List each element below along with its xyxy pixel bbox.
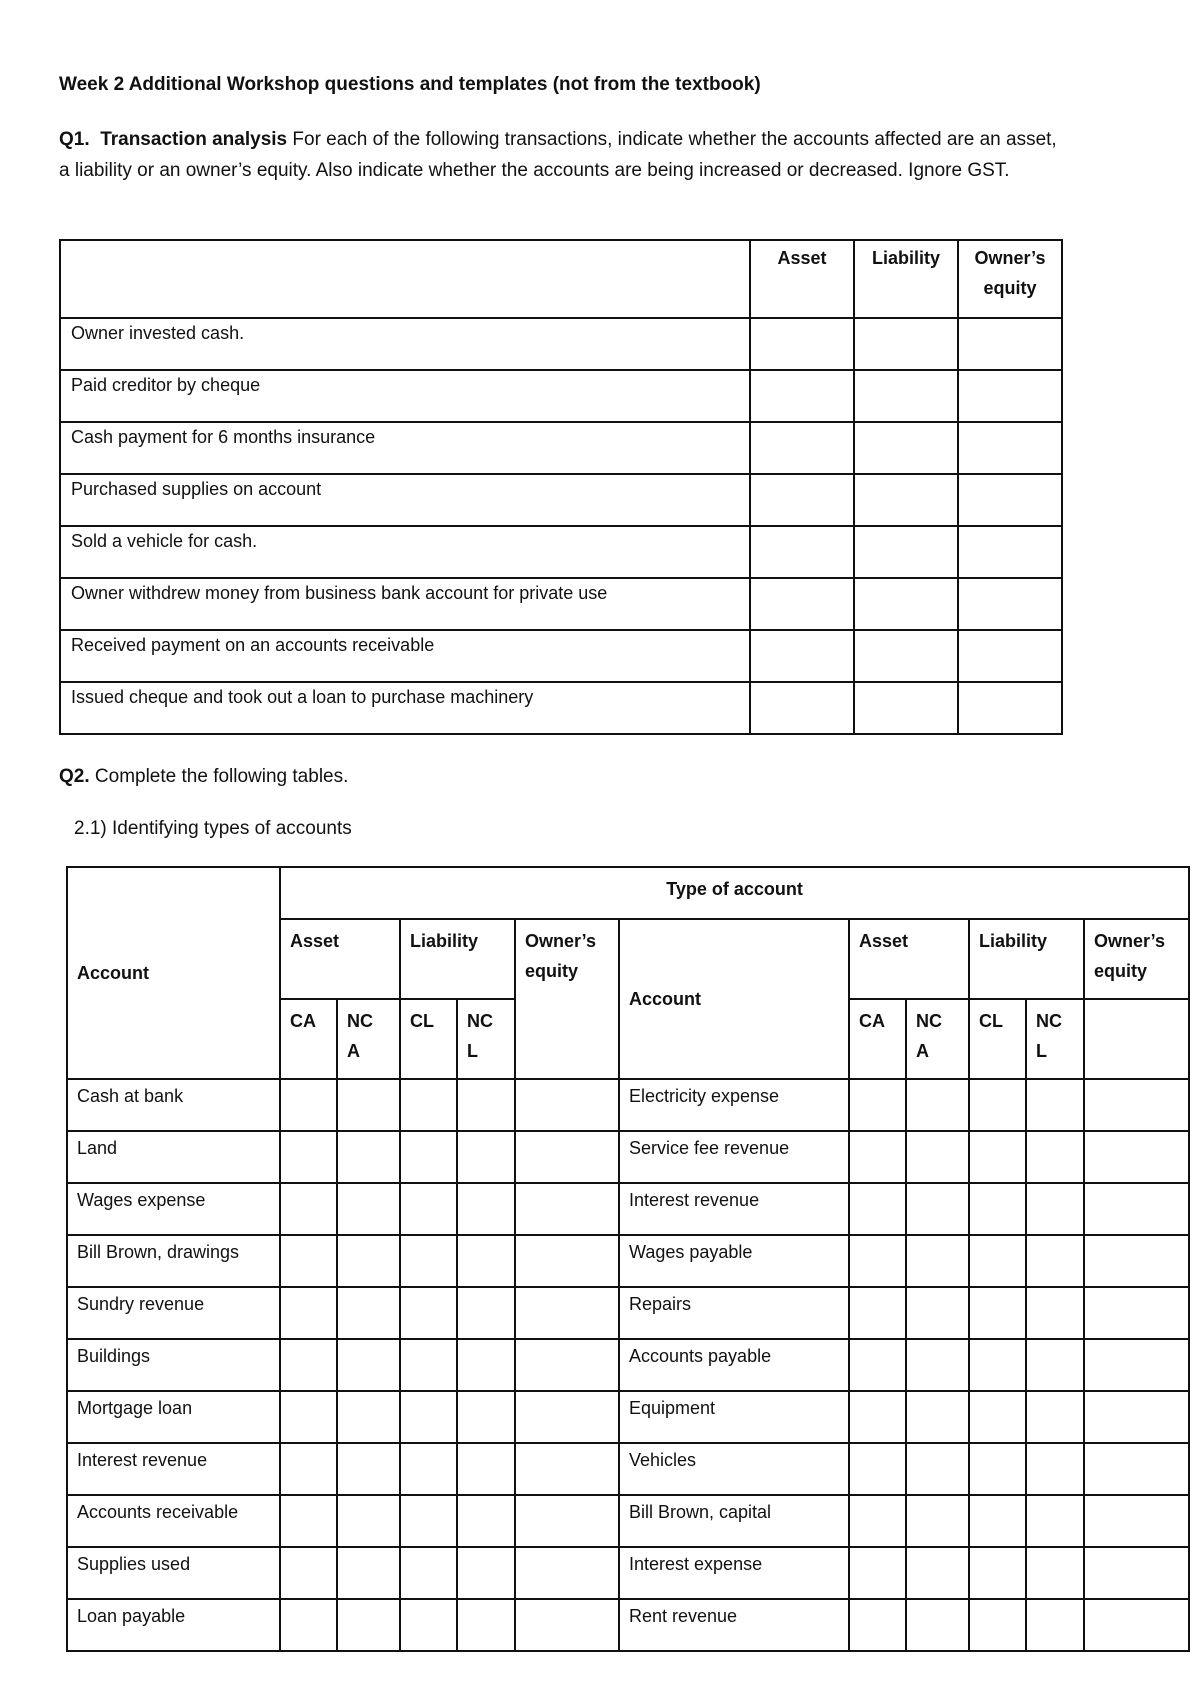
- type-of-account-header: Type of account: [280, 867, 1189, 919]
- cl-cell-right[interactable]: [969, 1339, 1026, 1391]
- cl-cell-right[interactable]: [969, 1287, 1026, 1339]
- cl-cell-right[interactable]: [969, 1443, 1026, 1495]
- account-name-right: Electricity expense: [619, 1079, 849, 1131]
- account-name-left: Supplies used: [67, 1547, 280, 1599]
- nca-cell-left[interactable]: [337, 1131, 400, 1183]
- ca-cell-left[interactable]: [280, 1183, 337, 1235]
- ca-cell-right[interactable]: [849, 1495, 906, 1547]
- transaction-label: Owner invested cash.: [60, 318, 750, 370]
- account-name-left: Accounts receivable: [67, 1495, 280, 1547]
- ncl-cell-left[interactable]: [457, 1079, 515, 1131]
- owners-equity-cell-right[interactable]: [1084, 1547, 1189, 1599]
- ncl-cell-right[interactable]: [1026, 1547, 1084, 1599]
- table-row: [60, 578, 1062, 630]
- cl-cell-right[interactable]: [969, 1547, 1026, 1599]
- ca-header-right: CA: [849, 999, 906, 1079]
- table-row: [60, 318, 1062, 370]
- table-row: [67, 1495, 1189, 1547]
- owners-equity-cell-right[interactable]: [1084, 1443, 1189, 1495]
- nca-cell-left[interactable]: [337, 1547, 400, 1599]
- owners-equity-cell-left[interactable]: [515, 1443, 619, 1495]
- table-row: [67, 1443, 1189, 1495]
- ncl-cell-right[interactable]: [1026, 1183, 1084, 1235]
- q2-label: Q2.: [59, 766, 90, 787]
- account-header-left: Account: [67, 867, 280, 1079]
- ncl-cell-left[interactable]: [457, 1131, 515, 1183]
- nca-cell-right[interactable]: [906, 1339, 969, 1391]
- nca-cell-right[interactable]: [906, 1495, 969, 1547]
- asset-header-right: Asset: [849, 919, 969, 999]
- q2-instructions: [59, 766, 348, 788]
- ncl-cell-left[interactable]: [457, 1599, 515, 1651]
- ca-cell-right[interactable]: [849, 1235, 906, 1287]
- owners-equity-answer-cell[interactable]: [958, 474, 1062, 526]
- account-name-left: Loan payable: [67, 1599, 280, 1651]
- page-title: Week 2 Additional Workshop questions and templates (not from the textbook): [59, 74, 761, 95]
- liability-header-right: Liability: [969, 919, 1084, 999]
- nca-cell-right[interactable]: [906, 1235, 969, 1287]
- account-name-left: Wages expense: [67, 1183, 280, 1235]
- q2-subheading: 2.1) Identifying types of accounts: [74, 818, 352, 839]
- cl-cell-left[interactable]: [400, 1287, 457, 1339]
- ca-cell-right[interactable]: [849, 1547, 906, 1599]
- owners-equity-answer-cell[interactable]: [958, 422, 1062, 474]
- owners-equity-cell-right[interactable]: [1084, 1131, 1189, 1183]
- q1-label: Q1.: [59, 129, 90, 150]
- cl-cell-left[interactable]: [400, 1079, 457, 1131]
- ca-header-left: CA: [280, 999, 337, 1079]
- account-name-right: Wages payable: [619, 1235, 849, 1287]
- ca-cell-left[interactable]: [280, 1339, 337, 1391]
- cl-header-right: CL: [969, 999, 1026, 1079]
- nca-cell-right[interactable]: [906, 1183, 969, 1235]
- ncl-cell-left[interactable]: [457, 1495, 515, 1547]
- ca-cell-left[interactable]: [280, 1599, 337, 1651]
- liability-answer-cell[interactable]: [854, 318, 958, 370]
- cl-header-left: CL: [400, 999, 457, 1079]
- owners-equity-cell-right[interactable]: [1084, 1183, 1189, 1235]
- owners-equity-answer-cell[interactable]: [958, 526, 1062, 578]
- ca-cell-left[interactable]: [280, 1443, 337, 1495]
- account-name-left: Sundry revenue: [67, 1287, 280, 1339]
- owners-equity-cell-left[interactable]: [515, 1287, 619, 1339]
- cl-cell-left[interactable]: [400, 1391, 457, 1443]
- account-types-table: [66, 866, 1190, 1652]
- nca-cell-left[interactable]: [337, 1495, 400, 1547]
- owners-equity-answer-cell[interactable]: [958, 682, 1062, 734]
- asset-answer-cell[interactable]: [750, 474, 854, 526]
- cl-cell-left[interactable]: [400, 1235, 457, 1287]
- table-row: [60, 370, 1062, 422]
- nca-cell-right[interactable]: [906, 1443, 969, 1495]
- header-liability: Liability: [854, 240, 958, 318]
- owners-equity-answer-cell[interactable]: [958, 578, 1062, 630]
- transaction-label: Cash payment for 6 months insurance: [60, 422, 750, 474]
- cl-cell-right[interactable]: [969, 1079, 1026, 1131]
- q1-instructions: [59, 124, 1069, 186]
- account-name-right: Interest revenue: [619, 1183, 849, 1235]
- cl-cell-left[interactable]: [400, 1183, 457, 1235]
- ncl-cell-right[interactable]: [1026, 1131, 1084, 1183]
- ca-cell-left[interactable]: [280, 1547, 337, 1599]
- table-row: [67, 1079, 1189, 1131]
- transaction-label: Paid creditor by cheque: [60, 370, 750, 422]
- account-name-right: Service fee revenue: [619, 1131, 849, 1183]
- ca-cell-right[interactable]: [849, 1339, 906, 1391]
- ca-cell-right[interactable]: [849, 1079, 906, 1131]
- owners-equity-cell-left[interactable]: [515, 1339, 619, 1391]
- header-blank-cell: [60, 240, 750, 318]
- table-row: [60, 526, 1062, 578]
- owners-equity-cell-left[interactable]: [515, 1131, 619, 1183]
- account-name-right: Vehicles: [619, 1443, 849, 1495]
- account-name-right: Rent revenue: [619, 1599, 849, 1651]
- account-name-left: Bill Brown, drawings: [67, 1235, 280, 1287]
- asset-answer-cell[interactable]: [750, 630, 854, 682]
- transaction-analysis-table: [59, 239, 1063, 735]
- cl-cell-left[interactable]: [400, 1495, 457, 1547]
- nca-cell-left[interactable]: [337, 1287, 400, 1339]
- account-name-left: Cash at bank: [67, 1079, 280, 1131]
- ca-cell-left[interactable]: [280, 1495, 337, 1547]
- ca-cell-right[interactable]: [849, 1391, 906, 1443]
- nca-cell-left[interactable]: [337, 1079, 400, 1131]
- cl-cell-left[interactable]: [400, 1339, 457, 1391]
- owners-equity-answer-cell[interactable]: [958, 318, 1062, 370]
- liability-answer-cell[interactable]: [854, 630, 958, 682]
- nca-cell-left[interactable]: [337, 1599, 400, 1651]
- cl-cell-right[interactable]: [969, 1391, 1026, 1443]
- transaction-label: Purchased supplies on account: [60, 474, 750, 526]
- ncl-header-left: NC L: [457, 999, 515, 1079]
- ncl-cell-right[interactable]: [1026, 1391, 1084, 1443]
- nca-cell-right[interactable]: [906, 1547, 969, 1599]
- q1-heading: Transaction analysis: [100, 129, 288, 150]
- owners-equity-cell-right[interactable]: [1084, 1599, 1189, 1651]
- owners-equity-header-left: Owner’s equity: [515, 919, 619, 1079]
- transaction-label: Issued cheque and took out a loan to purchase machinery: [60, 682, 750, 734]
- ca-cell-right[interactable]: [849, 1443, 906, 1495]
- table-row: [60, 630, 1062, 682]
- header-row-1: [67, 867, 1189, 919]
- ncl-header-right: NC L: [1026, 999, 1084, 1079]
- ca-cell-left[interactable]: [280, 1131, 337, 1183]
- table-row: [67, 1131, 1189, 1183]
- ncl-cell-left[interactable]: [457, 1547, 515, 1599]
- ncl-cell-left[interactable]: [457, 1183, 515, 1235]
- nca-cell-right[interactable]: [906, 1391, 969, 1443]
- owners-equity-cell-right[interactable]: [1084, 1235, 1189, 1287]
- ncl-cell-right[interactable]: [1026, 1339, 1084, 1391]
- cl-cell-right[interactable]: [969, 1235, 1026, 1287]
- liability-answer-cell[interactable]: [854, 474, 958, 526]
- nca-cell-right[interactable]: [906, 1287, 969, 1339]
- owners-equity-header-right: Owner’s equity: [1084, 919, 1189, 999]
- owners-equity-cell-left[interactable]: [515, 1495, 619, 1547]
- asset-answer-cell[interactable]: [750, 526, 854, 578]
- cl-cell-left[interactable]: [400, 1131, 457, 1183]
- table-row: [67, 1183, 1189, 1235]
- cl-cell-right[interactable]: [969, 1131, 1026, 1183]
- asset-answer-cell[interactable]: [750, 370, 854, 422]
- nca-cell-left[interactable]: [337, 1339, 400, 1391]
- account-name-left: Mortgage loan: [67, 1391, 280, 1443]
- nca-cell-left[interactable]: [337, 1391, 400, 1443]
- ca-cell-right[interactable]: [849, 1183, 906, 1235]
- table-row: [60, 422, 1062, 474]
- asset-answer-cell[interactable]: [750, 422, 854, 474]
- ncl-cell-right[interactable]: [1026, 1287, 1084, 1339]
- ncl-cell-right[interactable]: [1026, 1443, 1084, 1495]
- owners-equity-cell-right[interactable]: [1084, 1495, 1189, 1547]
- ncl-cell-right[interactable]: [1026, 1235, 1084, 1287]
- table-row: [67, 1599, 1189, 1651]
- q1-text: For each of the following transactions, indicate whether the accounts affected are an asset, a liability or an owner’s equity. Also indicate whether the accounts are being increased or decreased. Ignore GST.: [59, 129, 1057, 181]
- account-name-right: Equipment: [619, 1391, 849, 1443]
- ncl-cell-left[interactable]: [457, 1287, 515, 1339]
- header-asset: Asset: [750, 240, 854, 318]
- table-row: [60, 682, 1062, 734]
- cl-cell-left[interactable]: [400, 1599, 457, 1651]
- account-name-right: Bill Brown, capital: [619, 1495, 849, 1547]
- owners-equity-cell-left[interactable]: [515, 1183, 619, 1235]
- liability-answer-cell[interactable]: [854, 370, 958, 422]
- table-header-row: [60, 240, 1062, 318]
- ncl-cell-right[interactable]: [1026, 1495, 1084, 1547]
- owners-equity-cell-right[interactable]: [1084, 1079, 1189, 1131]
- header-owners-equity: Owner’s equity: [958, 240, 1062, 318]
- ncl-cell-right[interactable]: [1026, 1599, 1084, 1651]
- cl-cell-left[interactable]: [400, 1547, 457, 1599]
- table-row: [67, 1287, 1189, 1339]
- cl-cell-right[interactable]: [969, 1495, 1026, 1547]
- ca-cell-right[interactable]: [849, 1131, 906, 1183]
- table-row: [60, 474, 1062, 526]
- account-header-right: Account: [619, 919, 849, 1079]
- nca-cell-right[interactable]: [906, 1599, 969, 1651]
- ncl-cell-left[interactable]: [457, 1339, 515, 1391]
- q2-text: Complete the following tables.: [94, 766, 349, 787]
- ncl-cell-left[interactable]: [457, 1391, 515, 1443]
- transaction-label: Sold a vehicle for cash.: [60, 526, 750, 578]
- liability-answer-cell[interactable]: [854, 422, 958, 474]
- cl-cell-left[interactable]: [400, 1443, 457, 1495]
- owners-equity-cell-left[interactable]: [515, 1547, 619, 1599]
- ncl-cell-left[interactable]: [457, 1443, 515, 1495]
- ca-cell-left[interactable]: [280, 1235, 337, 1287]
- nca-cell-right[interactable]: [906, 1131, 969, 1183]
- ncl-cell-right[interactable]: [1026, 1079, 1084, 1131]
- nca-header-left: NC A: [337, 999, 400, 1079]
- account-name-left: Interest revenue: [67, 1443, 280, 1495]
- owners-equity-cell-left[interactable]: [515, 1079, 619, 1131]
- owners-equity-blank-cell: [1084, 999, 1189, 1079]
- ca-cell-right[interactable]: [849, 1287, 906, 1339]
- nca-cell-left[interactable]: [337, 1443, 400, 1495]
- liability-header-left: Liability: [400, 919, 515, 999]
- ca-cell-left[interactable]: [280, 1079, 337, 1131]
- transaction-label: Owner withdrew money from business bank account for private use: [60, 578, 750, 630]
- asset-answer-cell[interactable]: [750, 578, 854, 630]
- nca-cell-right[interactable]: [906, 1079, 969, 1131]
- account-name-left: Land: [67, 1131, 280, 1183]
- ca-cell-left[interactable]: [280, 1391, 337, 1443]
- nca-cell-left[interactable]: [337, 1183, 400, 1235]
- account-name-right: Accounts payable: [619, 1339, 849, 1391]
- asset-header-left: Asset: [280, 919, 400, 999]
- account-name-right: Repairs: [619, 1287, 849, 1339]
- ca-cell-left[interactable]: [280, 1287, 337, 1339]
- liability-answer-cell[interactable]: [854, 682, 958, 734]
- owners-equity-cell-right[interactable]: [1084, 1339, 1189, 1391]
- account-name-left: Buildings: [67, 1339, 280, 1391]
- owners-equity-answer-cell[interactable]: [958, 630, 1062, 682]
- liability-answer-cell[interactable]: [854, 526, 958, 578]
- ncl-cell-left[interactable]: [457, 1235, 515, 1287]
- cl-cell-right[interactable]: [969, 1183, 1026, 1235]
- owners-equity-answer-cell[interactable]: [958, 370, 1062, 422]
- nca-cell-left[interactable]: [337, 1235, 400, 1287]
- account-name-right: Interest expense: [619, 1547, 849, 1599]
- cl-cell-right[interactable]: [969, 1599, 1026, 1651]
- ca-cell-right[interactable]: [849, 1599, 906, 1651]
- asset-answer-cell[interactable]: [750, 682, 854, 734]
- transaction-label: Received payment on an accounts receivable: [60, 630, 750, 682]
- owners-equity-cell-right[interactable]: [1084, 1391, 1189, 1443]
- nca-header-right: NC A: [906, 999, 969, 1079]
- owners-equity-cell-left[interactable]: [515, 1391, 619, 1443]
- owners-equity-cell-left[interactable]: [515, 1599, 619, 1651]
- table-row: [67, 1547, 1189, 1599]
- table-row: [67, 1391, 1189, 1443]
- owners-equity-cell-right[interactable]: [1084, 1287, 1189, 1339]
- table-row: [67, 1235, 1189, 1287]
- table-row: [67, 1339, 1189, 1391]
- liability-answer-cell[interactable]: [854, 578, 958, 630]
- owners-equity-cell-left[interactable]: [515, 1235, 619, 1287]
- asset-answer-cell[interactable]: [750, 318, 854, 370]
